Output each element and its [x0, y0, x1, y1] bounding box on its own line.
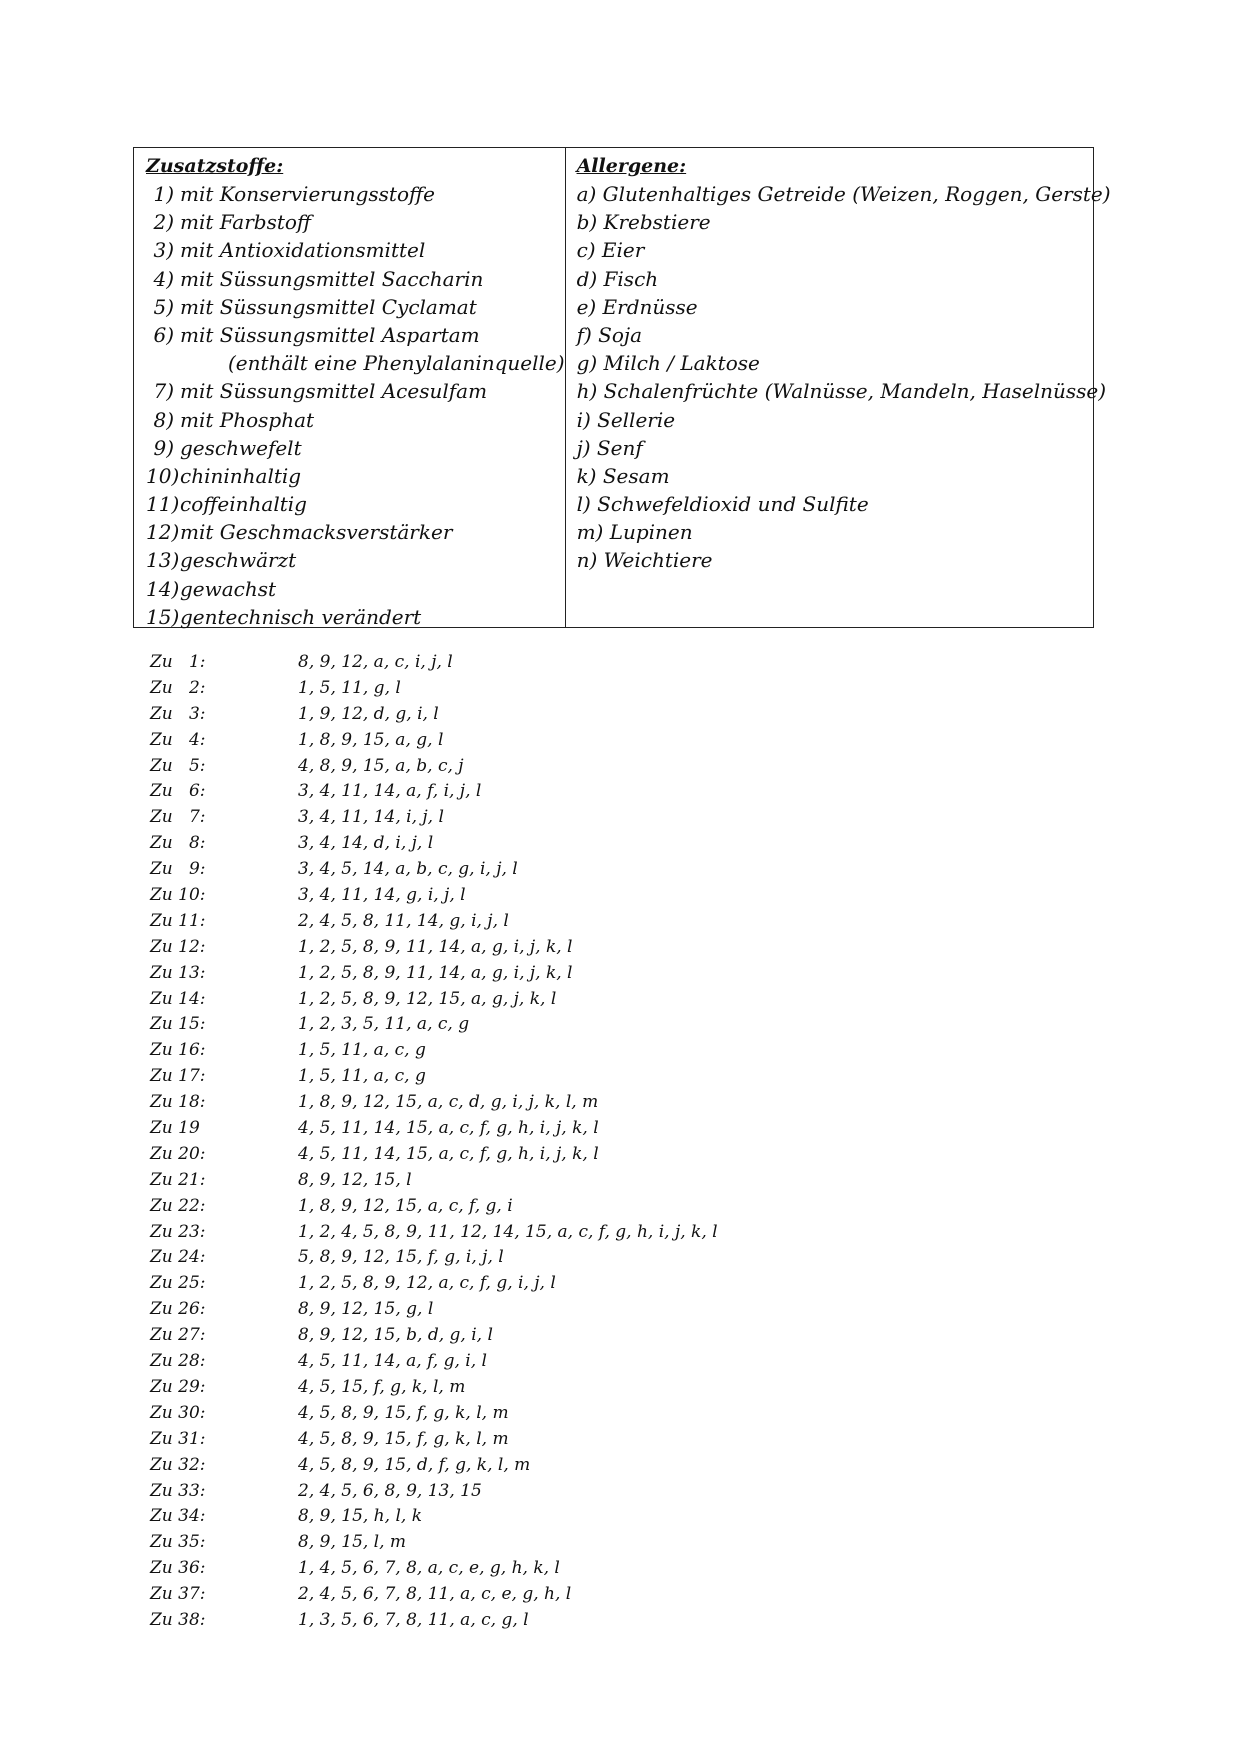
reference-codes: 3, 4, 11, 14, a, f, i, j, l — [298, 781, 482, 802]
reference-row — [150, 779, 718, 805]
reference-label: Zu 1: — [150, 652, 206, 672]
reference-row — [150, 1012, 718, 1038]
reference-label: Zu 10: — [150, 885, 206, 906]
reference-codes: 4, 5, 11, 14, 15, a, c, f, g, h, i, j, k, l — [298, 1118, 599, 1139]
additive-number: 2) — [153, 210, 174, 235]
reference-codes: 1, 5, 11, a, c, g — [298, 1040, 426, 1061]
additive-item — [146, 236, 565, 264]
additive-text: mit Konservierungsstoffe — [180, 182, 436, 206]
reference-row — [150, 1530, 718, 1556]
reference-row — [150, 1064, 718, 1090]
reference-label: Zu 8: — [150, 833, 206, 854]
additive-number: 15) — [146, 604, 180, 629]
additive-number: 13) — [146, 548, 180, 573]
reference-row — [150, 1375, 718, 1401]
reference-label: Zu 23: — [150, 1221, 206, 1242]
reference-row — [150, 754, 718, 780]
additive-text: mit Süssungsmittel Cyclamat — [180, 294, 477, 319]
additive-number: 11) — [146, 492, 180, 517]
reference-row — [150, 883, 718, 909]
reference-row — [150, 1323, 718, 1349]
additive-number: 4) — [153, 266, 174, 291]
reference-row — [150, 1349, 718, 1375]
reference-row — [150, 1297, 718, 1323]
additive-note: (enthält eine Phenylalaninquelle) — [228, 351, 565, 376]
additive-number: 6) — [153, 322, 174, 347]
reference-codes: 4, 5, 11, 14, 15, a, c, f, g, h, i, j, k, l — [298, 1143, 599, 1164]
reference-label: Zu 17: — [150, 1066, 206, 1087]
reference-codes: 2, 4, 5, 6, 8, 9, 13, 15 — [298, 1480, 482, 1501]
reference-label: Zu 12: — [150, 936, 206, 957]
reference-label: Zu 13: — [150, 962, 206, 983]
allergen-item: j) Senf — [576, 435, 643, 460]
reference-codes: 1, 2, 5, 8, 9, 11, 14, a, g, i, j, k, l — [298, 936, 573, 957]
allergen-item: c) Eier — [576, 238, 645, 263]
reference-label: Zu 6: — [150, 781, 206, 802]
allergen-item: f) Soja — [576, 322, 642, 347]
additive-item — [146, 546, 565, 574]
reference-codes: 8, 9, 12, 15, g, l — [298, 1299, 434, 1320]
reference-label: Zu 36: — [150, 1558, 206, 1579]
allergen-item: l) Schwefeldioxid und Sulfite — [576, 492, 869, 517]
reference-codes: 4, 5, 8, 9, 15, f, g, k, l, m — [298, 1402, 509, 1423]
reference-label: Zu 24: — [150, 1247, 206, 1268]
reference-label: Zu 21: — [150, 1169, 206, 1190]
reference-row — [150, 987, 718, 1013]
allergen-item: g) Milch / Laktose — [576, 351, 760, 376]
reference-codes: 8, 9, 12, 15, b, d, g, i, l — [298, 1325, 493, 1346]
reference-label: Zu 28: — [150, 1351, 206, 1372]
dish-reference-list — [150, 650, 718, 1634]
additive-number: 14) — [146, 576, 180, 601]
reference-label: Zu 20: — [150, 1143, 206, 1164]
reference-row — [150, 1194, 718, 1220]
reference-codes: 8, 9, 12, a, c, i, j, l — [298, 652, 453, 672]
reference-label: Zu 35: — [150, 1532, 206, 1553]
reference-codes: 1, 5, 11, g, l — [298, 677, 401, 698]
reference-codes: 1, 2, 4, 5, 8, 9, 11, 12, 14, 15, a, c, f, g, h, i, j, k, l — [298, 1221, 718, 1242]
reference-row — [150, 935, 718, 961]
additive-text: coffeinhaltig — [180, 492, 307, 517]
additive-number: 7) — [153, 379, 174, 404]
reference-codes: 1, 5, 11, a, c, g — [298, 1066, 426, 1087]
reference-row — [150, 1038, 718, 1064]
additive-item — [146, 265, 565, 293]
reference-row — [150, 1453, 718, 1479]
reference-codes: 1, 4, 5, 6, 7, 8, a, c, e, g, h, k, l — [298, 1558, 560, 1579]
reference-row — [150, 805, 718, 831]
reference-row — [150, 1401, 718, 1427]
additive-item — [146, 518, 565, 546]
reference-codes: 8, 9, 15, l, m — [298, 1532, 407, 1553]
additive-text: mit Süssungsmittel Acesulfam — [180, 379, 488, 404]
allergen-item: k) Sesam — [576, 463, 670, 488]
reference-row — [150, 857, 718, 883]
reference-label: Zu 33: — [150, 1480, 206, 1501]
allergen-item: n) Weichtiere — [576, 548, 713, 573]
reference-row — [150, 728, 718, 754]
additive-text: mit Phosphat — [180, 407, 315, 432]
reference-codes: 3, 4, 14, d, i, j, l — [298, 833, 434, 854]
additive-text: gewachst — [180, 576, 277, 601]
additives-list — [146, 180, 565, 631]
allergens-column — [566, 148, 1111, 627]
reference-row — [150, 1220, 718, 1246]
reference-codes: 1, 8, 9, 12, 15, a, c, d, g, i, j, k, l, m — [298, 1092, 599, 1113]
additive-item — [146, 575, 565, 603]
reference-row — [150, 831, 718, 857]
additive-number: 8) — [153, 407, 174, 432]
reference-label: Zu 37: — [150, 1584, 206, 1605]
additive-number: 5) — [153, 294, 174, 319]
additive-number: 10) — [146, 463, 180, 488]
additive-text: mit Geschmacksverstärker — [180, 520, 453, 545]
reference-label: Zu 11: — [150, 910, 206, 931]
reference-row — [150, 961, 718, 987]
reference-label: Zu 22: — [150, 1195, 206, 1216]
allergen-item: h) Schalenfrüchte (Walnüsse, Mandeln, Haselnüsse) — [576, 379, 1107, 404]
additive-item — [146, 434, 565, 462]
reference-codes: 1, 2, 5, 8, 9, 12, a, c, f, g, i, j, l — [298, 1273, 556, 1294]
reference-row — [150, 650, 718, 676]
reference-label: Zu 16: — [150, 1040, 206, 1061]
reference-label: Zu 9: — [150, 859, 206, 880]
reference-label: Zu 4: — [150, 729, 206, 750]
reference-codes: 4, 5, 8, 9, 15, d, f, g, k, l, m — [298, 1454, 531, 1475]
reference-codes: 4, 5, 15, f, g, k, l, m — [298, 1376, 466, 1397]
additive-item — [146, 208, 565, 236]
allergen-item: d) Fisch — [576, 266, 659, 291]
reference-codes: 4, 5, 11, 14, a, f, g, i, l — [298, 1351, 487, 1372]
reference-codes: 8, 9, 15, h, l, k — [298, 1506, 422, 1527]
additive-number: 12) — [146, 520, 180, 545]
reference-row — [150, 1142, 718, 1168]
reference-label: Zu 32: — [150, 1454, 206, 1475]
reference-row — [150, 1427, 718, 1453]
reference-row — [150, 909, 718, 935]
additive-text: geschwärzt — [180, 548, 297, 573]
reference-label: Zu 31: — [150, 1428, 206, 1449]
reference-row — [150, 1479, 718, 1505]
reference-label: Zu 27: — [150, 1325, 206, 1346]
allergens-list — [577, 180, 1111, 575]
additive-item — [146, 180, 565, 208]
allergen-item: b) Krebstiere — [576, 210, 711, 235]
additive-text: mit Süssungsmittel Saccharin — [180, 266, 484, 291]
additives-column — [134, 148, 566, 627]
reference-codes: 2, 4, 5, 6, 7, 8, 11, a, c, e, g, h, l — [298, 1584, 572, 1605]
additive-item — [146, 377, 565, 405]
reference-row — [150, 1582, 718, 1608]
reference-row — [150, 702, 718, 728]
reference-label: Zu 2: — [150, 677, 206, 698]
allergen-item: i) Sellerie — [576, 407, 676, 432]
reference-codes: 1, 8, 9, 12, 15, a, c, f, g, i — [298, 1195, 513, 1216]
additive-text: gentechnisch verändert — [180, 604, 422, 629]
reference-row — [150, 1168, 718, 1194]
reference-row — [150, 1556, 718, 1582]
allergen-item: m) Lupinen — [576, 520, 693, 545]
reference-label: Zu 19 — [150, 1118, 200, 1139]
reference-codes: 4, 8, 9, 15, a, b, c, j — [298, 755, 464, 776]
additive-item — [146, 406, 565, 434]
reference-row — [150, 676, 718, 702]
reference-label: Zu 3: — [150, 703, 206, 724]
additive-text: mit Farbstoff — [180, 210, 312, 235]
additive-item — [146, 321, 565, 349]
additive-item — [146, 603, 565, 631]
legend-table — [133, 147, 1111, 629]
reference-codes: 8, 9, 12, 15, l — [298, 1169, 412, 1190]
additive-item — [146, 293, 565, 321]
reference-codes: 3, 4, 11, 14, i, j, l — [298, 807, 444, 828]
reference-codes: 1, 2, 5, 8, 9, 12, 15, a, g, j, k, l — [298, 988, 557, 1009]
additive-text: mit Antioxidationsmittel — [180, 238, 426, 263]
reference-codes: 3, 4, 5, 14, a, b, c, g, i, j, l — [298, 859, 518, 880]
reference-label: Zu 18: — [150, 1092, 206, 1113]
reference-label: Zu 26: — [150, 1299, 206, 1320]
reference-codes: 1, 3, 5, 6, 7, 8, 11, a, c, g, l — [298, 1609, 529, 1630]
additive-number: 9) — [153, 435, 174, 460]
reference-label: Zu 30: — [150, 1402, 206, 1423]
reference-label: Zu 34: — [150, 1506, 206, 1527]
reference-label: Zu 38: — [150, 1609, 206, 1630]
additives-heading: Zusatzstoffe: — [146, 155, 284, 177]
reference-codes: 4, 5, 8, 9, 15, f, g, k, l, m — [298, 1428, 509, 1449]
allergens-heading: Allergene: — [576, 155, 687, 177]
additive-item — [146, 490, 565, 518]
reference-codes: 1, 2, 3, 5, 11, a, c, g — [298, 1014, 470, 1035]
reference-codes: 1, 9, 12, d, g, i, l — [298, 703, 439, 724]
allergen-item: a) Glutenhaltiges Getreide (Weizen, Roggen, Gerste) — [576, 182, 1111, 206]
reference-codes: 1, 2, 5, 8, 9, 11, 14, a, g, i, j, k, l — [298, 962, 573, 983]
additive-text: geschwefelt — [180, 435, 302, 460]
allergen-item: e) Erdnüsse — [576, 294, 698, 319]
additive-number: 3) — [153, 238, 174, 263]
additive-number: 1) — [153, 182, 174, 206]
additive-item — [146, 462, 565, 490]
reference-codes: 2, 4, 5, 8, 11, 14, g, i, j, l — [298, 910, 509, 931]
reference-label: Zu 7: — [150, 807, 206, 828]
reference-codes: 3, 4, 11, 14, g, i, j, l — [298, 885, 466, 906]
reference-row — [150, 1245, 718, 1271]
reference-label: Zu 15: — [150, 1014, 206, 1035]
reference-row — [150, 1271, 718, 1297]
reference-label: Zu 29: — [150, 1376, 206, 1397]
reference-row — [150, 1116, 718, 1142]
additive-text: mit Süssungsmittel Aspartam — [180, 322, 480, 347]
reference-codes: 5, 8, 9, 12, 15, f, g, i, j, l — [298, 1247, 504, 1268]
reference-row — [150, 1608, 718, 1634]
reference-label: Zu 25: — [150, 1273, 206, 1294]
reference-label: Zu 5: — [150, 755, 206, 776]
additive-text: chininhaltig — [180, 463, 302, 488]
reference-codes: 1, 8, 9, 15, a, g, l — [298, 729, 444, 750]
reference-row — [150, 1090, 718, 1116]
reference-label: Zu 14: — [150, 988, 206, 1009]
reference-row — [150, 1504, 718, 1530]
